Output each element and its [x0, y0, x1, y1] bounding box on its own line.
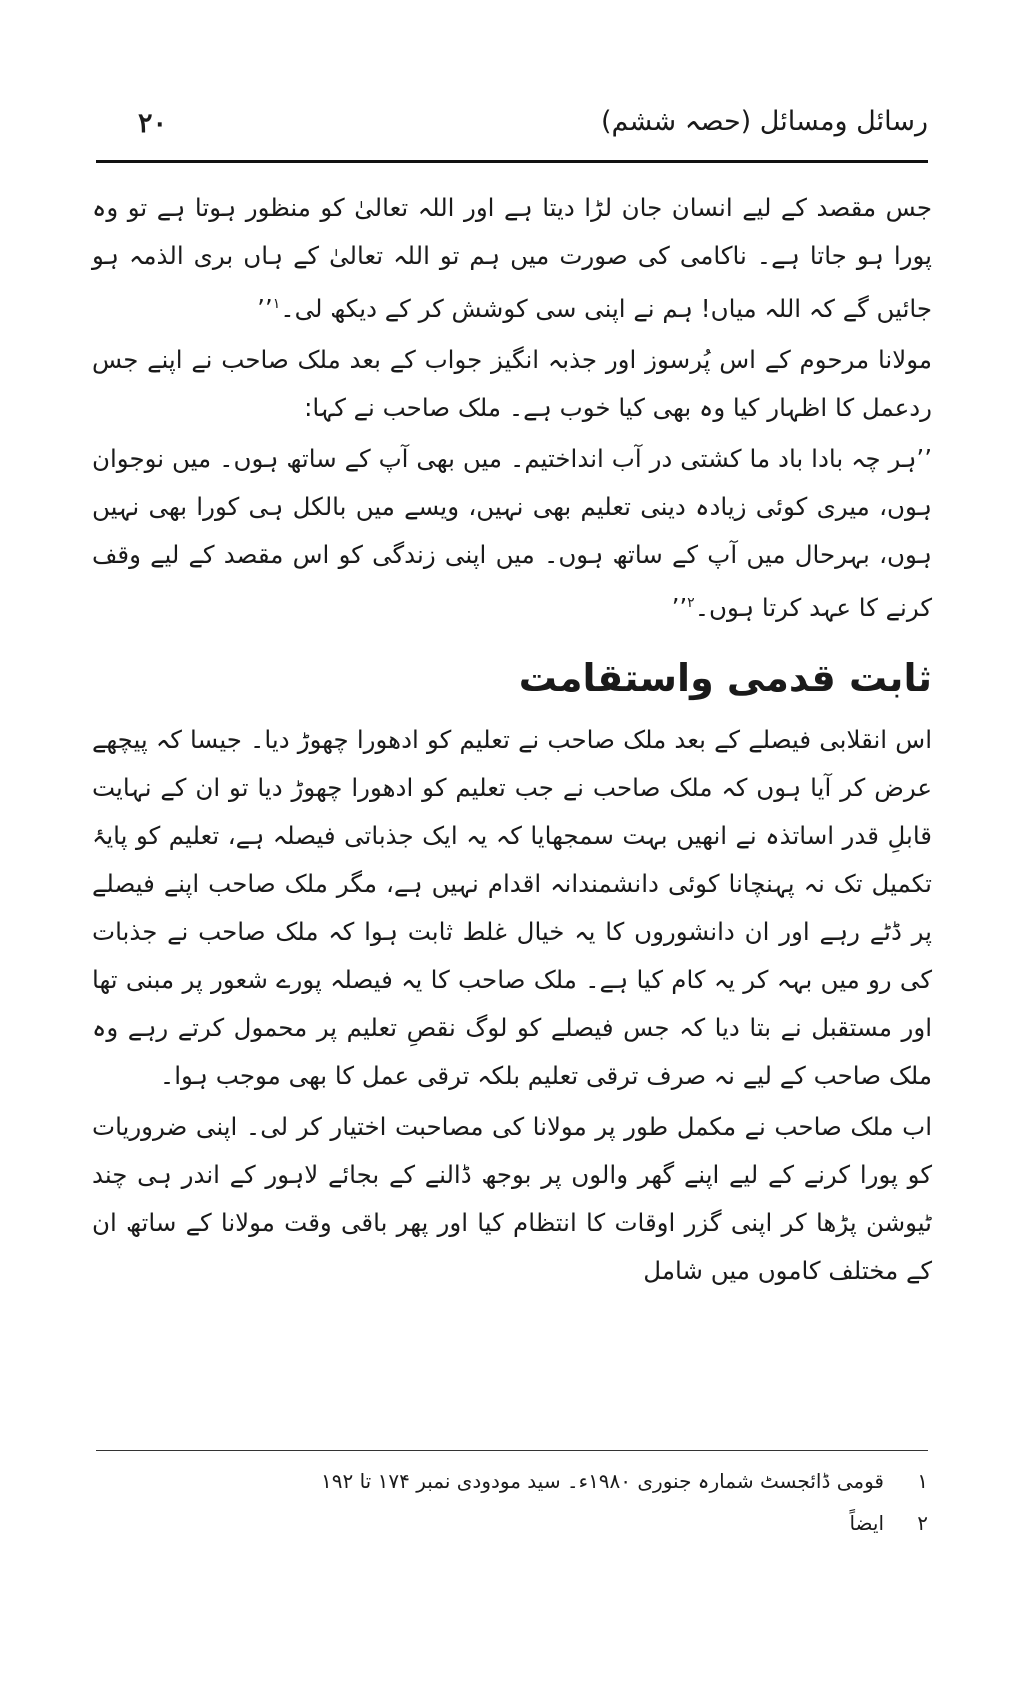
- page-number: ۲۰: [138, 108, 168, 139]
- page-body: [92, 184, 932, 1298]
- paragraph-text: جس مقصد کے لیے انسان جان لڑا دیتا ہے اور اللہ تعالیٰ کو منظور ہوتا ہے تو وہ پورا ہو جاتا ہے۔ ناکامی کی صورت میں ہم تو اللہ تعالیٰ کے ہاں بری الذمہ ہو جائیں گے کہ اللہ میاں! ہم نے اپنی سی کوشش کر کے دیکھ لی۔: [92, 193, 932, 324]
- footnote-mark: ۱: [917, 1469, 928, 1493]
- paragraph-companionship: اب ملک صاحب نے مکمل طور پر مولانا کی مصاحبت اختیار کر لی۔ اپنی ضروریات کو پورا کرنے کے لیے اپنے گھر والوں پر بوجھ ڈالنے کے بجائے لاہور کے اندر ہی چند ٹیوشن پڑھا کر اپنی گزر اوقات کا انتظام کیا اور پھر باقی وقت مولانا کے ساتھ ان کے مختلف کاموں میں شامل: [92, 1112, 932, 1286]
- footnote-text: قومی ڈائجسٹ شمارہ جنوری ۱۹۸۰ء۔ سید مودودی نمبر ۱۷۴ تا ۱۹۲: [321, 1469, 884, 1493]
- section-heading: ثابت قدمی واستقامت: [518, 656, 932, 701]
- footnote-2: [96, 1502, 928, 1544]
- footnotes: [96, 1460, 928, 1544]
- footnote-mark: ۲: [917, 1511, 928, 1535]
- quote-text: ’’ہر چہ بادا باد ما کشتی در آب انداختیم۔ میں بھی آپ کے ساتھ ہوں۔ میں نوجوان ہوں، میری کوئی زیادہ دینی تعلیم بھی نہیں، ویسے میں بالکل ہی کورا بھی نہیں ہوں، بہرحال میں آپ کے ساتھ ہوں۔ میں اپنی زندگی کو اس مقصد کے لیے وقف کرنے کا عہد کرتا ہوں۔: [92, 444, 932, 623]
- footnote-ref: ۱: [272, 296, 281, 312]
- running-title: رسائل ومسائل (حصہ ششم): [600, 106, 928, 137]
- paragraph-reaction: مولانا مرحوم کے اس پُرسوز اور جذبہ انگیز جواب کے بعد ملک صاحب نے اپنے جس ردعمل کا اظہار کیا وہ بھی کیا خوب ہے۔ ملک صاحب نے کہا:: [92, 345, 932, 423]
- paragraph-quote-end: جس مقصد کے لیے انسان جان لڑا دیتا ہے اور اللہ تعالیٰ کو منظور ہوتا ہے تو وہ پورا ہو جاتا ہے۔ ناکامی کی صورت میں ہم تو اللہ تعالیٰ کے ہاں بری الذمہ ہو جائیں گے کہ اللہ میاں! ہم نے اپنی سی کوشش کر کے دیکھ لی۔$^۱$’’: [92, 193, 932, 324]
- footnote-1: [96, 1460, 928, 1502]
- paragraph-decision: اس انقلابی فیصلے کے بعد ملک صاحب نے تعلیم کو ادھورا چھوڑ دیا۔ جیسا کہ پیچھے عرض کر آیا ہوں کہ ملک صاحب نے جب تعلیم کو ادھورا چھوڑ دیا تو ان کے نہایت قابلِ قدر اساتذہ نے انھیں بہت سمجھایا کہ یہ ایک جذباتی فیصلہ ہے، تعلیم کو پایۂ تکمیل تک نہ پہنچانا کوئی دانشمندانہ اقدام نہیں ہے، مگر ملک صاحب اپنے فیصلے پر ڈٹے رہے اور ان دانشوروں کا یہ خیال غلط ثابت ہوا کہ ملک صاحب نے جذبات کی رو میں بہہ کر یہ کام کیا ہے۔ ملک صاحب کا یہ فیصلہ پورے شعور پر مبنی تھا اور مستقبل نے بتا دیا کہ جس فیصلے کو لوگ نقصِ تعلیم پر محمول کرتے رہے وہ ملک صاحب کے لیے نہ صرف ترقی تعلیم بلکہ ترقی عمل کا بھی موجب ہوا۔: [92, 725, 932, 1091]
- footnote-rule: [96, 1450, 928, 1451]
- header-rule: [96, 160, 928, 163]
- page-header: [96, 106, 928, 156]
- paragraph-malik-quote: ’’ہر چہ بادا باد ما کشتی در آب انداختیم۔ میں بھی آپ کے ساتھ ہوں۔ میں نوجوان ہوں، میری کوئی زیادہ دینی تعلیم بھی نہیں، ویسے میں بالکل ہی کورا بھی نہیں ہوں، بہرحال میں آپ کے ساتھ ہوں۔ میں اپنی زندگی کو اس مقصد کے لیے وقف کرنے کا عہد کرتا ہوں۔$^۲$’’: [92, 444, 932, 623]
- footnote-text: ایضاً: [849, 1511, 884, 1535]
- footnote-ref: ۲: [687, 595, 695, 612]
